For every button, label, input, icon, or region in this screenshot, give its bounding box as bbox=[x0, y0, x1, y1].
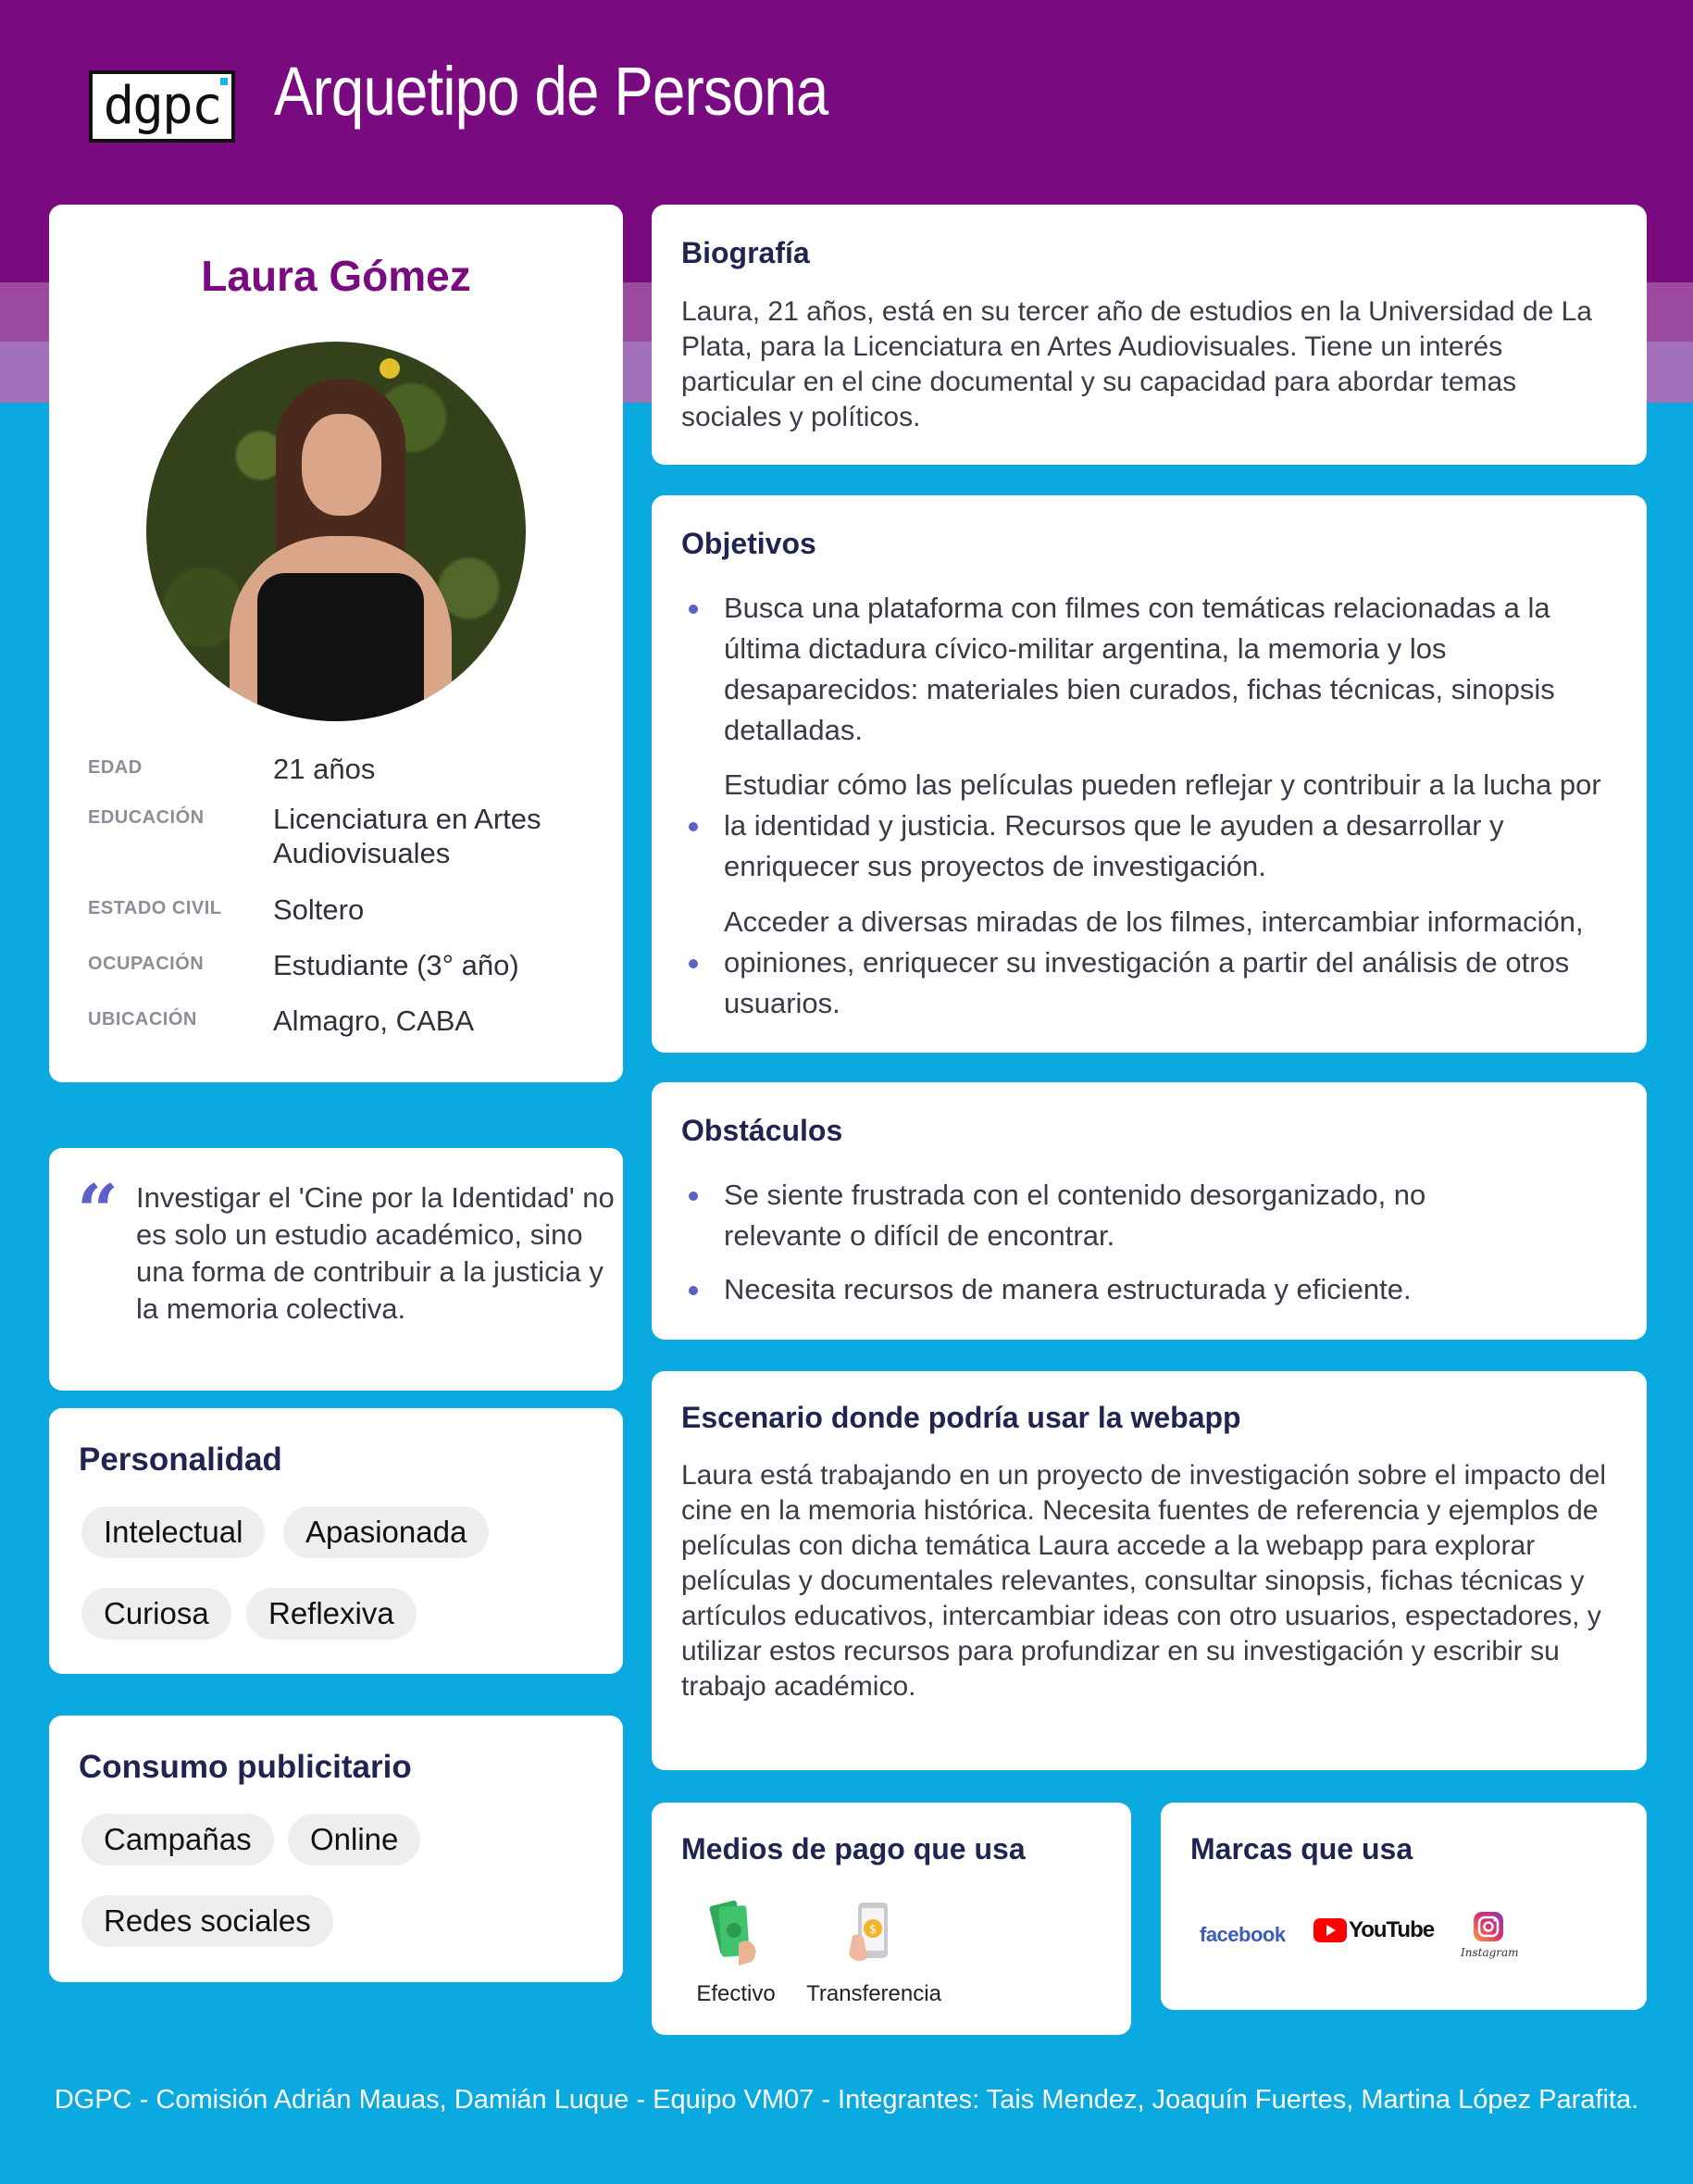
brands-title: Marcas que usa bbox=[1190, 1832, 1413, 1866]
scenario-title: Escenario donde podría usar la webapp bbox=[681, 1401, 1241, 1434]
footer-credits: DGPC - Comisión Adrián Mauas, Damián Luque - Equipo VM07 - Integrantes: Tais Mendez, Joaquín Fuertes, Martina López Parafita. bbox=[54, 2085, 1639, 2115]
objectives-card: Objetivos Busca una plataforma con filmes con temáticas relacionadas a la última dictadura cívico-militar argentina, la memoria y los desaparecidos: materiales bien curados, fichas técnicas, sinopsis detalladas. Estudiar cómo las películas pueden reflejar y contribuir a la lucha por la identidad y justicia. Recursos que le ayuden a desarrollar y enriquecer sus proyectos de investigación. Acceder a diversas miradas de los filmes, intercambiar información, opiniones, enriquecer su investigación a partir del análisis de otros usuarios. bbox=[652, 495, 1647, 1053]
tag-curiosa: Curiosa bbox=[81, 1588, 231, 1640]
scenario-card bbox=[652, 1371, 1647, 1770]
quote-icon: “ bbox=[77, 1169, 118, 1254]
biography-text: Laura, 21 años, está en su tercer año de estudios en la Universidad de La Plata, para la Licenciatura en Artes Audiovisuales. Tiene un interés particular en el cine documental y su capacidad para abordar temas sociales y políticos. bbox=[681, 296, 1592, 432]
cash-icon bbox=[702, 1899, 770, 1967]
obstacles-card: Obstáculos Se siente frustrada con el contenido desorganizado, no relevante o difícil de encontrar. Necesita recursos de manera estructurada y eficiente. bbox=[652, 1082, 1647, 1340]
tag-online: Online bbox=[288, 1814, 420, 1866]
persona-name: Laura Gómez bbox=[201, 252, 471, 300]
logo-dot bbox=[220, 78, 228, 85]
instagram-logo: Instagram bbox=[1461, 1910, 1516, 1959]
tag-reflexiva: Reflexiva bbox=[246, 1588, 417, 1640]
dgpc-logo bbox=[89, 70, 235, 143]
persona-photo bbox=[146, 342, 526, 721]
biography-title: Biografía bbox=[681, 236, 810, 269]
payment-cash bbox=[685, 1899, 787, 2007]
tag-apasionada: Apasionada bbox=[283, 1506, 489, 1558]
instagram-icon bbox=[1472, 1910, 1505, 1943]
facebook-logo: facebook bbox=[1200, 1923, 1286, 1946]
youtube-logo: YouTube bbox=[1313, 1917, 1434, 1943]
tag-intelectual: Intelectual bbox=[81, 1506, 265, 1558]
logo-text: dgpc bbox=[103, 76, 221, 136]
payment-title: Medios de pago que usa bbox=[681, 1832, 1026, 1866]
personality-title: Personalidad bbox=[79, 1441, 282, 1478]
payment-cash-label: Efectivo bbox=[696, 1981, 776, 2006]
youtube-play-icon bbox=[1313, 1918, 1347, 1942]
payment-transfer-label: Transferencia bbox=[806, 1981, 941, 2006]
transfer-icon bbox=[840, 1899, 908, 1967]
brands-card bbox=[1161, 1803, 1647, 2010]
biography-card bbox=[652, 205, 1647, 465]
page-title: Arquetipo de Persona bbox=[274, 53, 828, 130]
obstacles-title: Obstáculos bbox=[681, 1114, 843, 1147]
objectives-title: Objetivos bbox=[681, 527, 816, 560]
payment-card bbox=[652, 1803, 1131, 2035]
advertising-card bbox=[49, 1716, 623, 1982]
advertising-title: Consumo publicitario bbox=[79, 1749, 412, 1785]
tag-redes-sociales: Redes sociales bbox=[81, 1895, 333, 1947]
personality-card bbox=[49, 1408, 623, 1674]
svg-text:$: $ bbox=[868, 1923, 878, 1937]
quote-card bbox=[49, 1148, 623, 1391]
quote-text: Investigar el 'Cine por la Identidad' no es solo un estudio académico, sino una forma de contribuir a la justicia y la memoria colectiva. bbox=[136, 1181, 615, 1325]
payment-transfer bbox=[800, 1899, 948, 2007]
scenario-text: Laura está trabajando en un proyecto de investigación sobre el impacto del cine en la memoria histórica. Necesita fuentes de referencia y ejemplos de películas con dicha temática Laura accede a la webapp para explorar películas y documentales relevantes, consultar sinopsis, fichas técnicas y artículos educativos, intercambiar ideas con otro usuarios, espectadores, y utilizar estos recursos para profundizar en su investigación y escribir su trabajo académico. bbox=[681, 1460, 1606, 1702]
profile-card: Laura Gómez EDAD 21 años EDUCACIÓN Licenciatura en Artes Audiovisuales ESTADO CIVIL Soltero OCUPACIÓN Estudiante (3° año) UBICACIÓN Almagro, CABA bbox=[49, 205, 623, 1082]
tag-campanas: Campañas bbox=[81, 1814, 274, 1866]
